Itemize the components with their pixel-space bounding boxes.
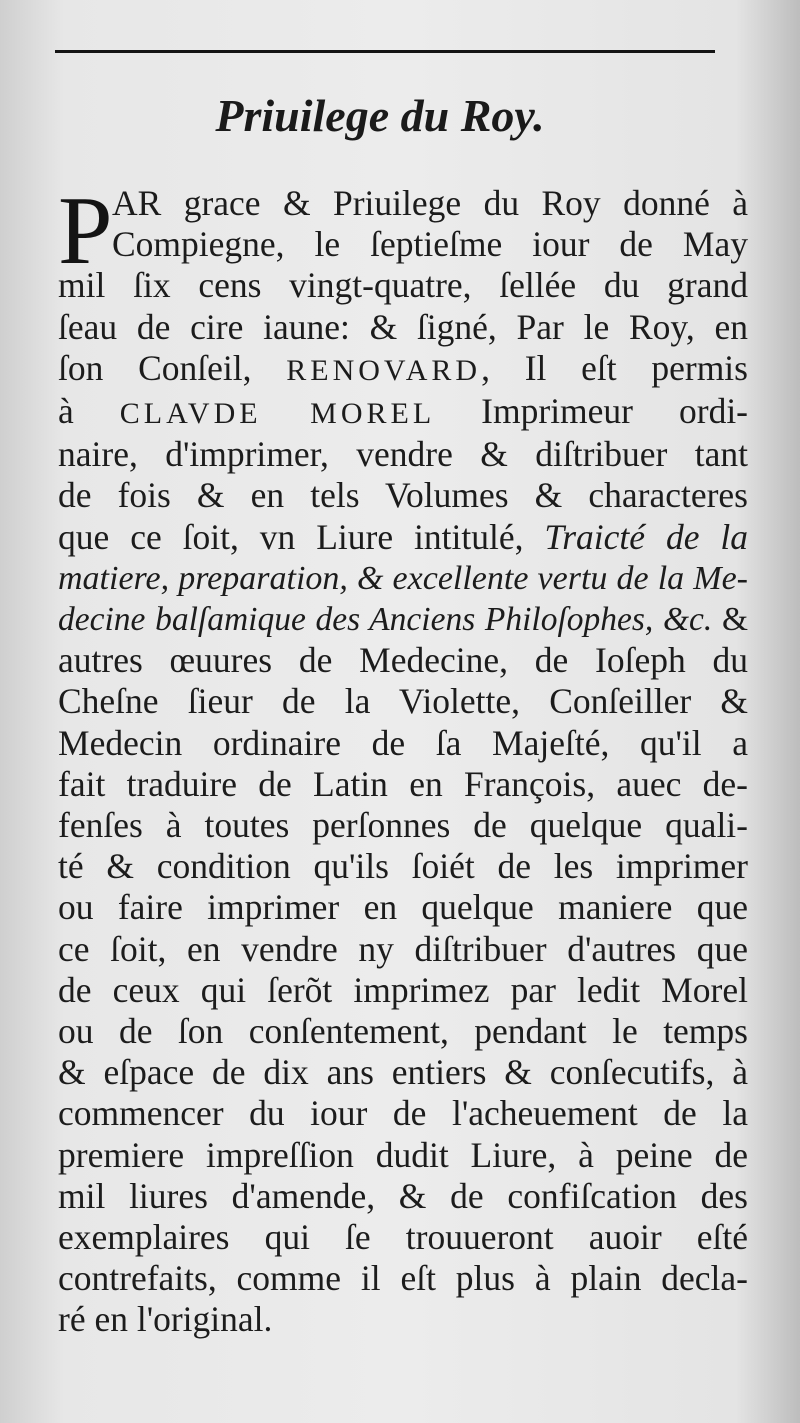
text-line: que ce ſoit, vn Liure intitulé, Traicté de la (58, 516, 748, 557)
text-line: decine balſamique des Anciens Philoſophes, &c. & (58, 601, 749, 639)
small-caps-name: RENOVARD (286, 353, 482, 387)
text-line: mil liures d'amende, & de confiſcation des (58, 1175, 748, 1216)
text-line: & eſpace de dix ans entiers & conſecutifs, à (58, 1052, 748, 1093)
italic-title: decine balſamique des Anciens Philoſophes, &c. (58, 601, 713, 639)
text-line: ſeau de cire iaune: & ſigné, Par le Roy, en (58, 306, 748, 347)
text-line: ré en l'original. (58, 1299, 273, 1340)
text-line: de ceux qui ſerõt imprimez par ledit Morel (58, 969, 748, 1010)
small-caps-name: CLAVDE MOREL (119, 397, 436, 431)
drop-cap: P (58, 177, 113, 285)
text-line: commencer du iour de l'acheuement de la (58, 1093, 748, 1134)
page-heading: Priuilege du Roy. (215, 90, 545, 141)
privilege-text (58, 177, 749, 1341)
italic-title: Traicté de la (544, 516, 748, 557)
text-line: té & condition qu'ils ſoiét de les imprimer (58, 846, 748, 887)
text-line: ou faire imprimer en quelque maniere que (58, 887, 748, 928)
text-line: autres œuures de Medecine, de Ioſeph du (58, 640, 748, 681)
text-line: mil ſix cens vingt-quatre, ſellée du grand (58, 265, 748, 306)
text-line: fenſes à toutes perſonnes de quelque quali- (58, 805, 748, 846)
text-line: de fois & en tels Volumes & characteres (58, 475, 748, 516)
header-rule (55, 50, 715, 53)
text-line: ce ſoit, en vendre ny diſtribuer d'autres que (58, 928, 748, 969)
text-line: exemplaires qui ſe trouueront auoir eſté (58, 1217, 748, 1258)
text-line: AR grace & Priuilege du Roy donné à (112, 183, 748, 223)
text-line: ou de ſon conſentement, pendant le temps (58, 1011, 748, 1052)
text-line: Cheſne ſieur de la Violette, Conſeiller & (58, 681, 748, 722)
text-line: fait traduire de Latin en François, auec de- (58, 763, 748, 804)
text-line: contrefaits, comme il eſt plus à plain decla- (58, 1258, 748, 1299)
text-line: ſon Conſeil, RENOVARD, Il eſt permis (58, 347, 748, 388)
text-line: naire, d'imprimer, vendre & diſtribuer tant (58, 434, 748, 475)
text-line: premiere impreſſion dudit Liure, à peine de (58, 1134, 748, 1175)
text-line: Medecin ordinaire de ſa Majeſté, qu'il a (58, 722, 748, 763)
text-line: à CLAVDE MOREL Imprimeur ordi- (58, 391, 748, 432)
text-line: matiere, preparation, & excellente vertu de la Me- (58, 559, 748, 597)
text-line: Compiegne, le ſeptieſme iour de May (112, 224, 748, 265)
